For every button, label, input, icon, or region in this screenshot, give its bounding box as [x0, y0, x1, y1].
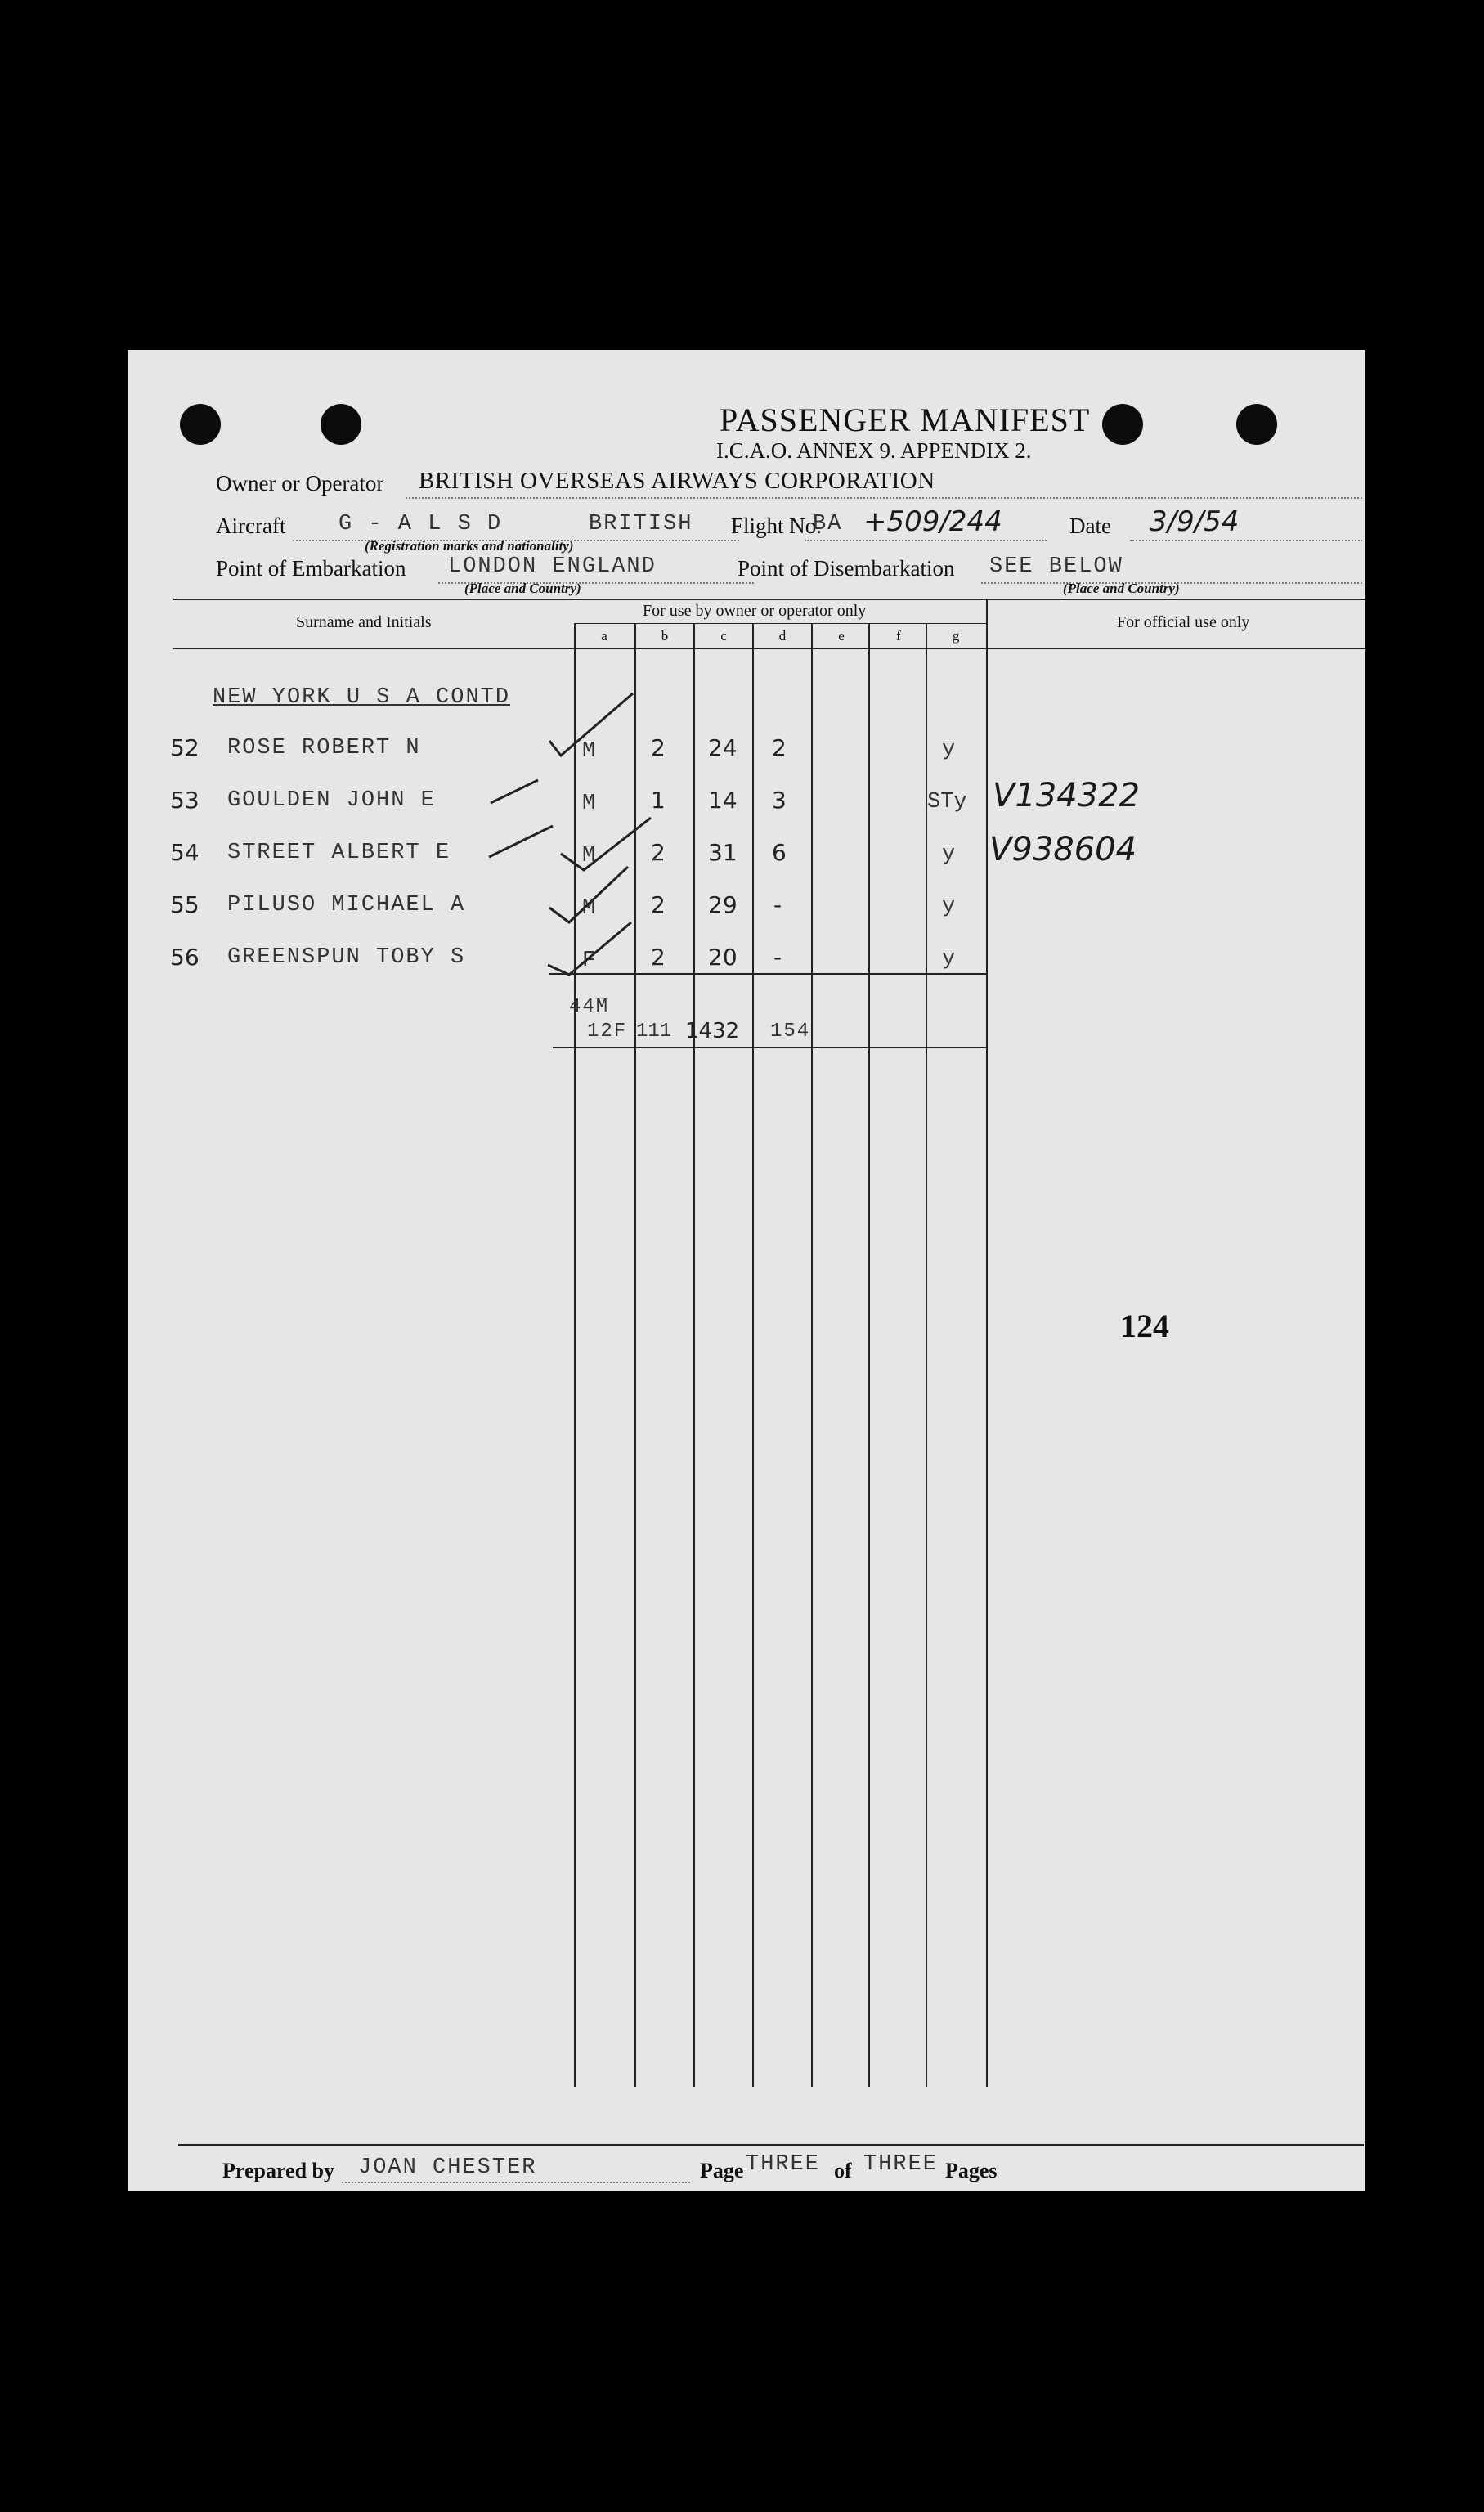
total-b: 111: [636, 1020, 672, 1043]
flight-handwritten: +509/244: [863, 505, 1002, 538]
embarkation-caption: (Place and Country): [464, 581, 581, 596]
aircraft-nationality: BRITISH: [589, 512, 693, 536]
pages-label: Pages: [945, 2159, 998, 2182]
passenger-name: GREENSPUN TOBY S: [227, 945, 466, 970]
cell-d: 2: [772, 734, 787, 761]
embarkation-label: Point of Embarkation: [216, 556, 406, 581]
total-d: 154: [770, 1020, 811, 1043]
handwritten-marks: [128, 350, 1365, 1086]
aircraft-label: Aircraft: [216, 514, 286, 538]
embarkation-value: LONDON ENGLAND: [448, 554, 657, 579]
manifest-sheet: [128, 350, 1365, 2191]
col-letter-a: a: [601, 628, 607, 644]
cell-a: M: [582, 739, 598, 764]
official-visa-number: V938604: [989, 831, 1137, 868]
cell-d: 6: [772, 839, 787, 866]
cell-c: 24: [708, 734, 738, 761]
owner-use-header: For use by owner or operator only: [643, 602, 867, 620]
flight-value: BA: [813, 512, 843, 536]
of-label: of: [834, 2159, 852, 2182]
aircraft-registration: G - A L S D: [338, 512, 503, 536]
section-heading: NEW YORK U S A CONTD: [213, 685, 511, 710]
form-reference: I.C.A.O. ANNEX 9. APPENDIX 2.: [716, 438, 1032, 463]
flight-label: Flight No.: [731, 514, 823, 538]
totals-bottom-rule: [553, 1047, 988, 1048]
col-letter-d: d: [778, 628, 787, 644]
col-letter-c: c: [720, 628, 727, 644]
page-value: THREE: [746, 2152, 821, 2177]
cell-a: F: [582, 949, 598, 973]
document-number-stamp: 124: [1120, 1308, 1169, 1344]
total-female: 12F: [587, 1020, 628, 1043]
checkmark-icon: [549, 867, 628, 922]
col-letter-g: g: [952, 628, 960, 644]
cell-c: 31: [708, 839, 738, 866]
dash-mark: [491, 780, 538, 803]
cell-d: 3: [772, 787, 787, 814]
cell-a: M: [582, 896, 598, 921]
col-letter-e: e: [838, 628, 845, 644]
row-number: 54: [170, 839, 200, 866]
cell-b: 2: [651, 944, 666, 971]
prepared-value: JOAN CHESTER: [358, 2155, 537, 2180]
cell-b: 2: [651, 891, 666, 918]
checkmark-icon: [548, 922, 631, 975]
official-visa-number: V134322: [993, 777, 1141, 814]
cell-d: -: [773, 944, 782, 971]
date-label: Date: [1069, 514, 1111, 538]
cell-g: STy: [927, 790, 967, 814]
cell-c: 14: [708, 787, 738, 814]
col-letter-b: b: [661, 628, 669, 644]
row-number: 52: [170, 734, 200, 761]
cell-c: 20: [708, 944, 738, 971]
cell-c: 29: [708, 891, 738, 918]
row-number: 55: [170, 891, 200, 918]
cell-a: M: [582, 792, 598, 816]
disembarkation-caption: (Place and Country): [1063, 581, 1180, 596]
page-title: PASSENGER MANIFEST: [720, 401, 1091, 438]
checkmark-icon: [549, 693, 633, 756]
cell-b: 2: [651, 734, 666, 761]
owner-label: Owner or Operator: [216, 471, 384, 496]
disembarkation-label: Point of Disembarkation: [738, 556, 955, 581]
passenger-name: PILUSO MICHAEL A: [227, 893, 466, 917]
row-number: 56: [170, 944, 200, 971]
passenger-name: GOULDEN JOHN E: [227, 788, 436, 813]
col-letter-f: f: [896, 628, 901, 644]
total-pages-value: THREE: [863, 2152, 939, 2177]
cell-b: 2: [651, 839, 666, 866]
cell-g: y: [942, 895, 957, 919]
row-number: 53: [170, 787, 200, 814]
registration-caption: (Registration marks and nationality): [365, 538, 574, 554]
cell-b: 1: [651, 787, 666, 814]
page-label: Page: [700, 2159, 744, 2182]
total-c: 1432: [685, 1019, 740, 1043]
checkmark-icon: [561, 818, 651, 870]
disembarkation-value: SEE BELOW: [989, 554, 1123, 579]
cell-a: M: [582, 844, 598, 868]
passenger-name: STREET ALBERT E: [227, 841, 451, 865]
dash-mark: [489, 826, 553, 857]
totals-top-rule: [549, 973, 988, 975]
owner-value: BRITISH OVERSEAS AIRWAYS CORPORATION: [419, 468, 935, 494]
cell-d: -: [773, 891, 782, 918]
footer-rule: [178, 2144, 1364, 2146]
date-value: 3/9/54: [1150, 505, 1240, 538]
cell-g: y: [942, 842, 957, 867]
cell-g: y: [942, 947, 957, 971]
surname-header: Surname and Initials: [296, 613, 432, 631]
total-male: 44M: [569, 996, 610, 1018]
official-use-header: For official use only: [1117, 613, 1250, 631]
passenger-name: ROSE ROBERT N: [227, 736, 421, 760]
prepared-underline: [342, 2182, 690, 2183]
prepared-label: Prepared by: [222, 2159, 334, 2182]
cell-g: y: [942, 738, 957, 762]
